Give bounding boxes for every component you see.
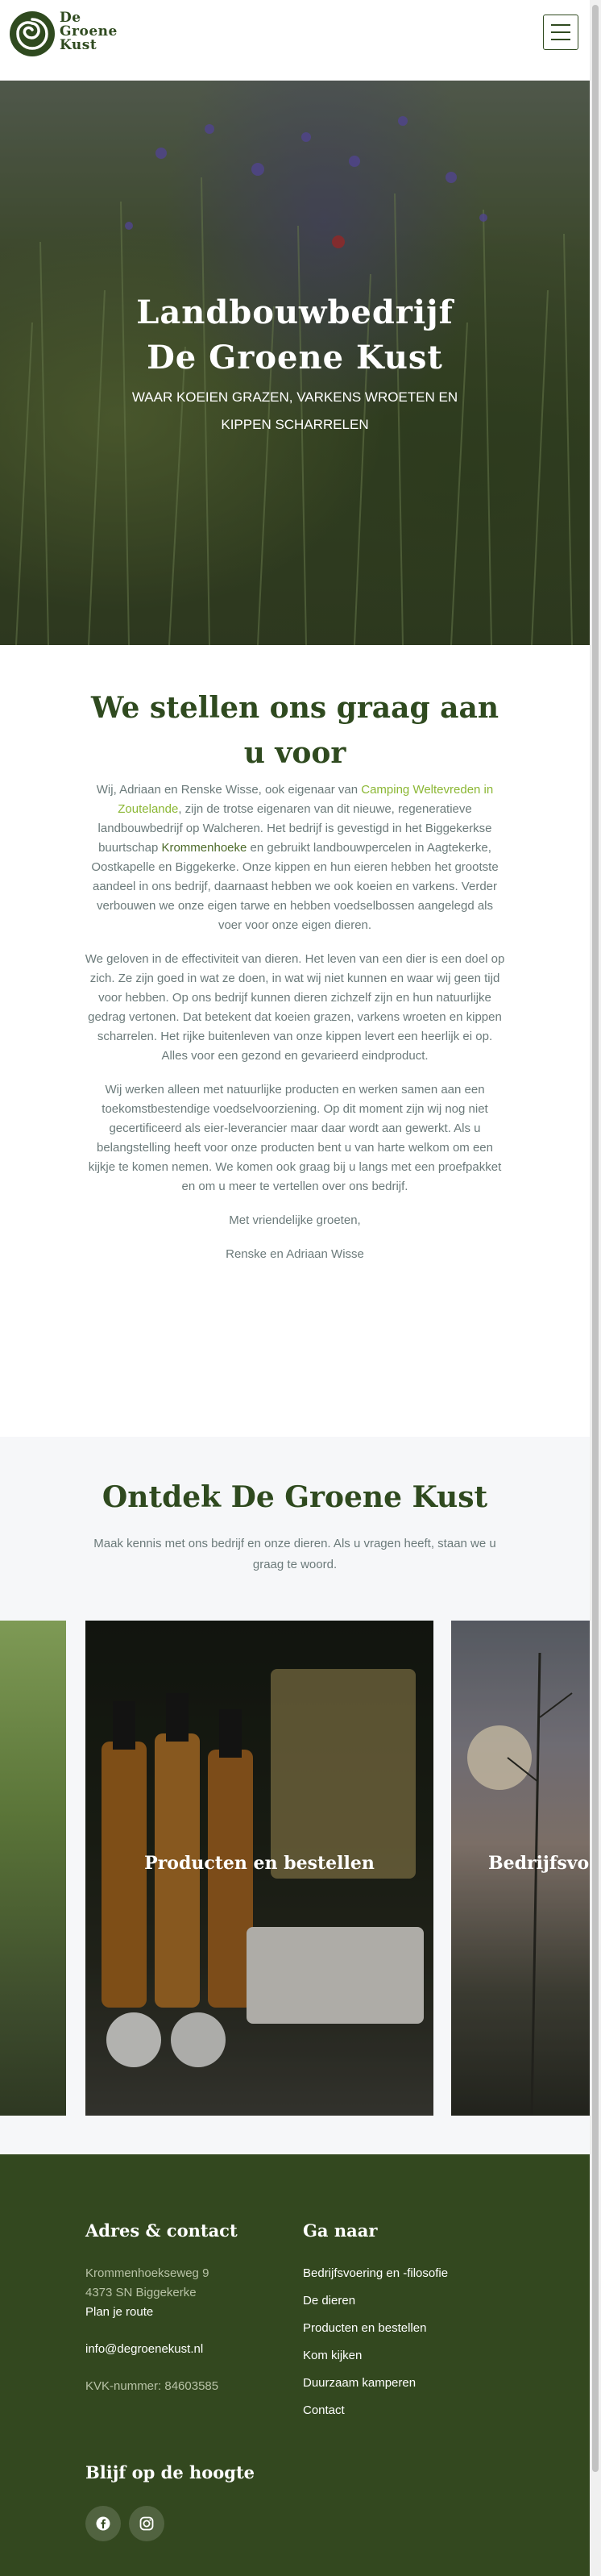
footer-nav-item[interactable]: Producten en bestellen <box>303 2321 427 2335</box>
footer-social-title: Blijf op de hoogte <box>85 2462 255 2482</box>
footer-street: Krommenhoekseweg 9 <box>85 2266 209 2280</box>
footer-city: 4373 SN Biggekerke <box>85 2286 197 2299</box>
logo-spiral-icon <box>8 10 56 58</box>
camping-link[interactable]: Camping Weltevreden in Zoutelande <box>118 783 494 816</box>
logo-text: De Groene Kust <box>60 10 118 53</box>
carousel-card[interactable] <box>0 1621 66 2116</box>
email-link[interactable]: info@degroenekust.nl <box>85 2342 204 2356</box>
intro-paragraph: Wij, Adriaan en Renske Wisse, ook eigenaar van Camping Weltevreden in Zoutelande, zijn de trotse eigenaren van dit nieuwe, regeneratieve landbouwbedrijf op Walcheren. Het bedrijf is gevestigd in het Biggekerkse buurtschap Krommenhoeke en gebruikt landbouwpercelen in Aagtekerke, Oostkapelle en Biggekerke. Onze kippen en hun eieren hebben het grootste aandeel in ons bedrijf, daarnaast hebben we ook koeien en varkens. Verder verbouwen we onze eigen tarwe en hebben voedselbossen aangelegd als voer voor onze eigen dieren. <box>91 783 499 932</box>
footer-nav-item[interactable]: Kom kijken <box>303 2349 363 2362</box>
intro-signature: Renske en Adriaan Wisse <box>226 1247 364 1261</box>
card-label: Bedrijfsvo <box>488 1853 590 1874</box>
logo[interactable] <box>8 10 118 65</box>
footer-address-title: Adres & contact <box>85 2220 238 2241</box>
discover-title: Ontdek De Groene Kust <box>102 1480 488 1514</box>
intro-title: We stellen ons graag aan u voor <box>90 691 499 770</box>
footer-nav-item[interactable]: Duurzaam kamperen <box>303 2376 417 2390</box>
site-header <box>0 0 590 81</box>
footer-kvk: KVK-nummer: 84603585 <box>85 2379 219 2393</box>
scrollbar-thumb[interactable] <box>592 5 599 2472</box>
krommenhoeke-link[interactable]: Krommenhoeke <box>161 841 247 855</box>
footer-nav-item[interactable]: Bedrijfsvoering en -filosofie <box>303 2266 449 2280</box>
hero-title: Landbouwbedrijf De Groene Kust <box>136 293 454 377</box>
hero-section <box>0 81 590 645</box>
menu-button[interactable] <box>543 15 578 50</box>
carousel-card-products[interactable] <box>85 1621 433 2116</box>
intro-paragraph: Wij werken alleen met natuurlijke producten en werken samen aan een toekomstbestendige voedselvoorziening. Op dit moment zijn wij nog niet gecertificeerd als eier-leverancier maar daar wordt aan gewerkt. Als u belangstelling heeft voor onze producten bent u van harte welkom om een kijkje te komen nemen. We komen ook graag bij u langs met een proefpakket en om u meer te vertellen over ons bedrijf. <box>88 1083 502 1193</box>
intro-paragraph: We geloven in de effectiviteit van dieren. Het leven van een dier is een doel op zich. Ze zijn goed in wat ze doen, in wat wij niet kunnen en waar wij geen tijd voor hebben. Op ons bedrijf kunnen dieren zichzelf zijn en hun natuurlijke gedrag vertonen. Dat betekent dat koeien grazen, varkens wroeten en kippen scharrelen. Het rijke buitenleven van onze kippen levert een heerlijk ei op. Alles voor een gezond en gevarieerd eindproduct. <box>85 952 505 1063</box>
page-scrollbar[interactable] <box>590 0 601 2576</box>
facebook-button[interactable] <box>85 2506 121 2541</box>
hamburger-icon <box>551 24 570 26</box>
route-link[interactable]: Plan je route <box>85 2305 154 2319</box>
instagram-button[interactable] <box>129 2506 164 2541</box>
hero-subtitle: WAAR KOEIEN GRAZEN, VARKENS WROETEN EN KIPPEN SCHARRELEN <box>131 389 458 432</box>
discover-section <box>0 1437 590 2153</box>
instagram-icon <box>139 2516 154 2531</box>
intro-body <box>84 780 506 1279</box>
intro-greeting: Met vriendelijke groeten, <box>229 1213 361 1227</box>
site-footer <box>0 2154 590 2576</box>
intro-section <box>0 645 590 1435</box>
carousel-card-bedrijfsvoering[interactable] <box>451 1621 590 2116</box>
card-label: Producten en bestellen <box>144 1853 375 1874</box>
facebook-icon <box>96 2516 110 2531</box>
footer-nav-title: Ga naar <box>303 2220 378 2241</box>
footer-nav-item[interactable]: De dieren <box>303 2294 356 2308</box>
footer-nav-item[interactable]: Contact <box>303 2403 345 2417</box>
discover-subtitle: Maak kennis met ons bedrijf en onze dieren. Als u vragen heeft, staan we u graag te woord. <box>93 1537 496 1571</box>
